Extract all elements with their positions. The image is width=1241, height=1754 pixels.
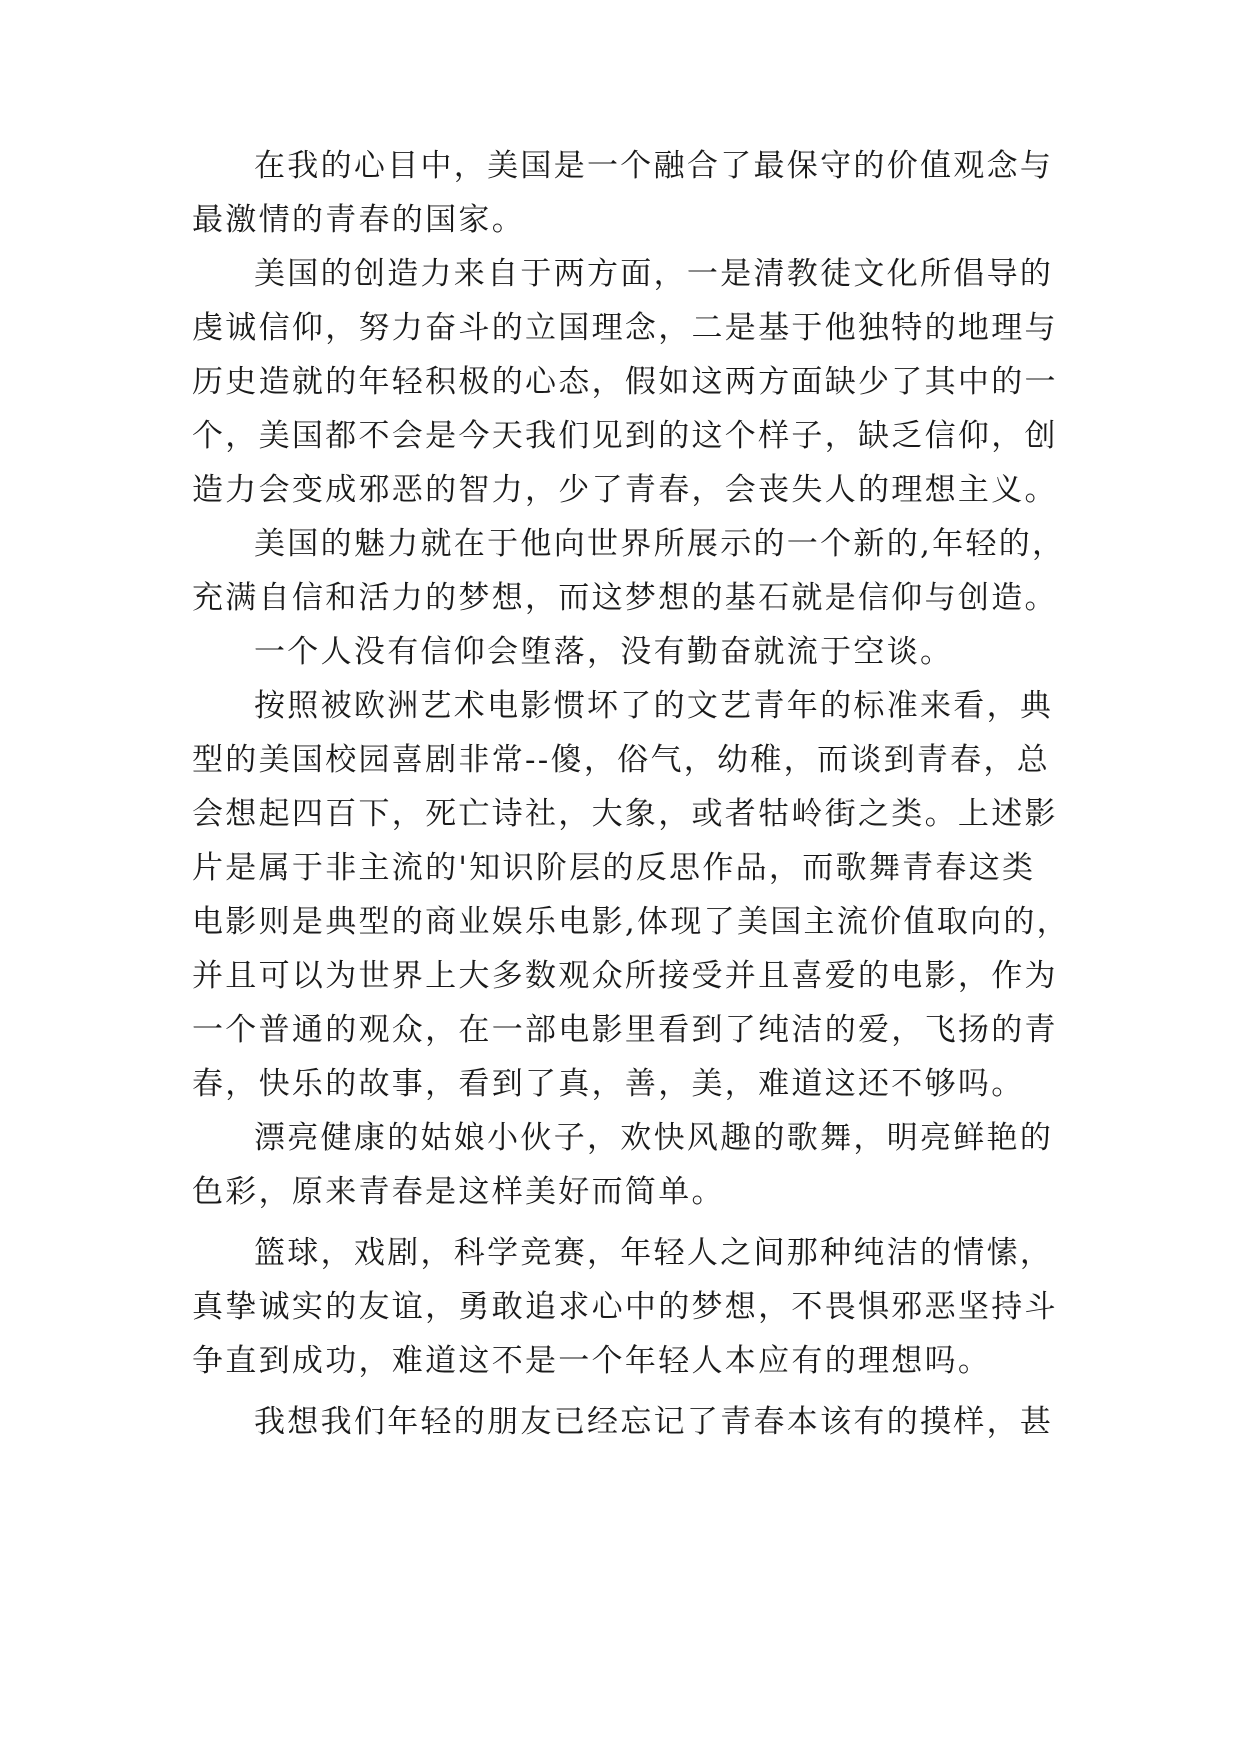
text-line: 美国的魅力就在于他向世界所展示的一个新的,年轻的，: [254, 526, 1066, 562]
text-line: 按照被欧洲艺术电影惯坏了的文艺青年的标准来看，典: [254, 688, 1054, 724]
text-line: 春，快乐的故事，看到了真，善，美，难道这还不够吗。: [192, 1066, 1025, 1102]
text-line: 并且可以为世界上大多数观众所接受并且喜爱的电影，作为: [192, 958, 1058, 994]
text-line: 在我的心目中，美国是一个融合了最保守的价值观念与: [254, 148, 1054, 184]
text-line: 我想我们年轻的朋友已经忘记了青春本该有的摸样，甚: [254, 1404, 1054, 1440]
text-line: 造力会变成邪恶的智力，少了青春，会丧失人的理想主义。: [192, 472, 1058, 508]
text-line: 争直到成功，难道这不是一个年轻人本应有的理想吗。: [192, 1343, 992, 1379]
text-line: 个，美国都不会是今天我们见到的这个样子，缺乏信仰，创: [192, 418, 1058, 454]
text-line: 型的美国校园喜剧非常--傻，俗气，幼稚，而谈到青春，总: [192, 742, 1051, 778]
text-line: 一个人没有信仰会堕落，没有勤奋就流于空谈。: [254, 634, 954, 670]
text-line: 篮球，戏剧，科学竞赛，年轻人之间那种纯洁的情愫，: [254, 1235, 1054, 1271]
text-line: 片是属于非主流的'知识阶层的反思作品，而歌舞青春这类: [192, 850, 1036, 886]
text-line: 会想起四百下，死亡诗社，大象，或者牯岭街之类。上述影: [192, 796, 1058, 832]
text-line: 虔诚信仰，努力奋斗的立国理念，二是基于他独特的地理与: [192, 310, 1058, 346]
text-line: 历史造就的年轻积极的心态，假如这两方面缺少了其中的一: [192, 364, 1058, 400]
text-line: 色彩，原来青春是这样美好而简单。: [192, 1174, 725, 1210]
text-line: 一个普通的观众，在一部电影里看到了纯洁的爱，飞扬的青: [192, 1012, 1058, 1048]
text-line: 真挚诚实的友谊，勇敢追求心中的梦想，不畏惧邪恶坚持斗: [192, 1289, 1058, 1325]
text-line: 电影则是典型的商业娱乐电影,体现了美国主流价值取向的，: [192, 904, 1070, 940]
text-line: 漂亮健康的姑娘小伙子，欢快风趣的歌舞，明亮鲜艳的: [254, 1120, 1054, 1156]
text-line: 充满自信和活力的梦想，而这梦想的基石就是信仰与创造。: [192, 580, 1058, 616]
text-line: 最激情的青春的国家。: [192, 202, 525, 238]
text-line: 美国的创造力来自于两方面，一是清教徒文化所倡导的: [254, 256, 1054, 292]
